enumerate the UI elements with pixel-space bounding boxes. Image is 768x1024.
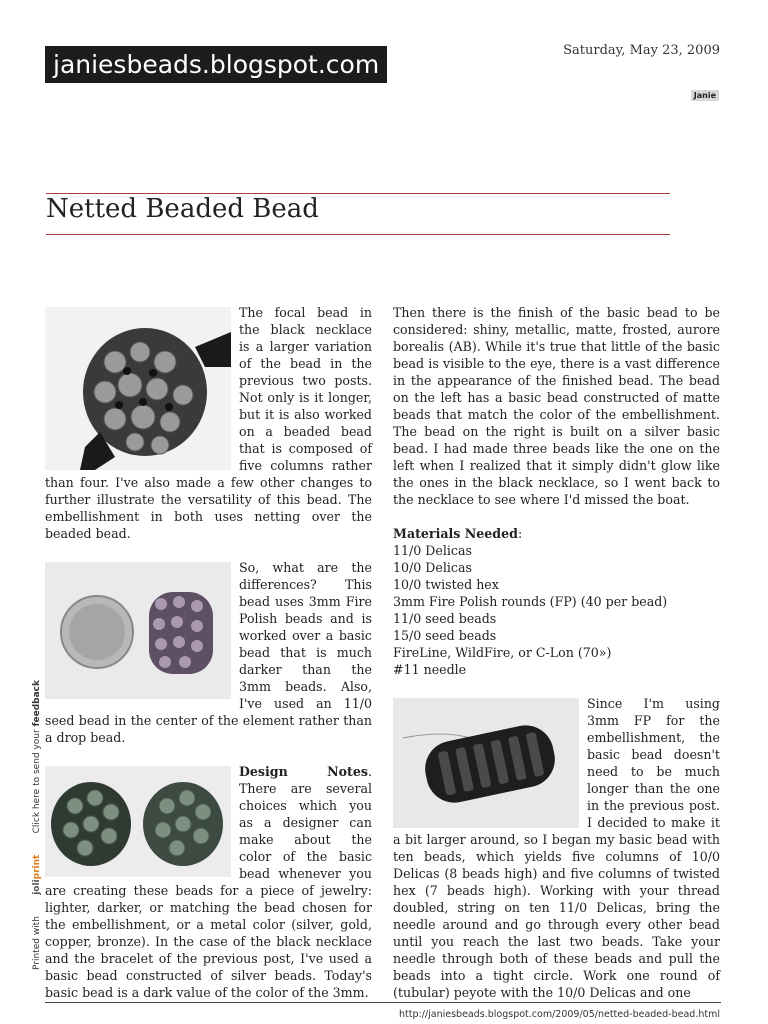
right-paragraph-3 xyxy=(393,695,720,1001)
materials-block xyxy=(393,525,720,678)
material-item: #11 needle xyxy=(393,662,467,677)
post-date: Saturday, May 23, 2009 xyxy=(563,43,720,58)
right-paragraph-1: Then there is the finish of the basic bead to be considered: shiny, metallic, matte, frosted, aurore borealis (AB). While it's true that little of the basic bead is visible to the eye, there is a vast difference in the appearance of the finished bead. The bead on the left has a basic bead constructed of matte beads that match the color of the embellishment. The bead on the right is built on a silver basic bead. I had made three beads like the one on the left when I realized that it simply didn't glow like the ones in the black necklace, so I went back to the necklace to see where I'd missed the boat. xyxy=(393,305,720,507)
left-paragraph-1-text: The focal bead in the black necklace is a larger variation of the bead in the previous two posts. Not only is it longer, but it is also worked on a beaded bead that is composed of five columns rather than four. I've also made a few other changes to further illustrate the versatility of this bead. The embellishment in both uses netting over the beaded bead. xyxy=(45,305,372,541)
material-item: 10/0 twisted hex xyxy=(393,577,499,592)
design-notes-heading: Design Notes xyxy=(239,764,368,779)
left-paragraph-2 xyxy=(45,559,372,746)
side-print-strip[interactable] xyxy=(12,680,52,970)
joliprint-logo[interactable]: joliprint xyxy=(32,854,42,895)
left-paragraph-3 xyxy=(45,763,372,1001)
post-title: Netted Beaded Bead xyxy=(46,194,319,224)
materials-heading: Materials Needed xyxy=(393,526,518,541)
material-item: 3mm Fire Polish rounds (FP) (40 per bead) xyxy=(393,594,668,609)
nickel-comparison-photo xyxy=(45,562,231,699)
feedback-link[interactable]: Click here to send your feedback xyxy=(32,680,42,834)
right-column xyxy=(393,304,720,1018)
author-tag[interactable]: Janie xyxy=(691,90,719,101)
material-item: 11/0 seed beads xyxy=(393,611,497,626)
title-rule-bottom xyxy=(46,234,670,235)
left-column xyxy=(45,304,372,1018)
left-paragraph-3-text: . There are several choices which you as a designer can make about the color of the basic bead whenever you are creating these beads for a piece of jewelry: lighter, darker, or matching the bead chosen for the embellishment, or a metal color (silver, gold, copper, bronze). In the case of the black necklace and the bracelet of the previous post, I've used a basic bead constructed of silver beads. Today's basic bead is a dark value of the color of the 3mm. xyxy=(45,764,372,1000)
focal-bead-photo xyxy=(45,307,231,470)
left-paragraph-1 xyxy=(45,304,372,542)
two-beads-photo xyxy=(45,766,231,877)
basic-bead-photo xyxy=(393,698,579,828)
material-item: 15/0 seed beads xyxy=(393,628,497,643)
footer-rule xyxy=(45,1002,721,1003)
left-paragraph-2-text: So, what are the differences? This bead uses 3mm Fire Polish beads and is worked over a basic bead that is much darker than the 3mm beads. Also, I've used an 11/0 seed bead in the center of the element rather than a drop bead. xyxy=(45,560,372,745)
printed-with-label: Printed with xyxy=(32,916,42,970)
material-item: 11/0 Delicas xyxy=(393,543,472,558)
materials-list xyxy=(393,542,720,678)
site-title[interactable]: janiesbeads.blogspot.com xyxy=(45,46,387,83)
footer-url[interactable]: http://janiesbeads.blogspot.com/2009/05/netted-beaded-bead.html xyxy=(399,1009,720,1020)
material-item: 10/0 Delicas xyxy=(393,560,472,575)
materials-colon: : xyxy=(517,526,523,541)
right-paragraph-3-text: Since I'm using 3mm FP for the embellishment, the basic bead doesn't need to be much longer than the one in the previous post. I decided to make it a bit larger around, so I began my basic bead with ten beads, which yields five columns of 10/0 Delicas (8 beads high) and five columns of twisted hex (7 beads high). Working with your thread doubled, string on ten 11/0 Delicas, bring the needle around and go through every other bead until you reach the last two beads. Take your needle through both of these beads and pull the beads into a tight circle. Work one round of (tubular) peyote with the 10/0 Delicas and one xyxy=(393,696,720,1000)
material-item: FireLine, WildFire, or C-Lon (70») xyxy=(393,645,612,660)
